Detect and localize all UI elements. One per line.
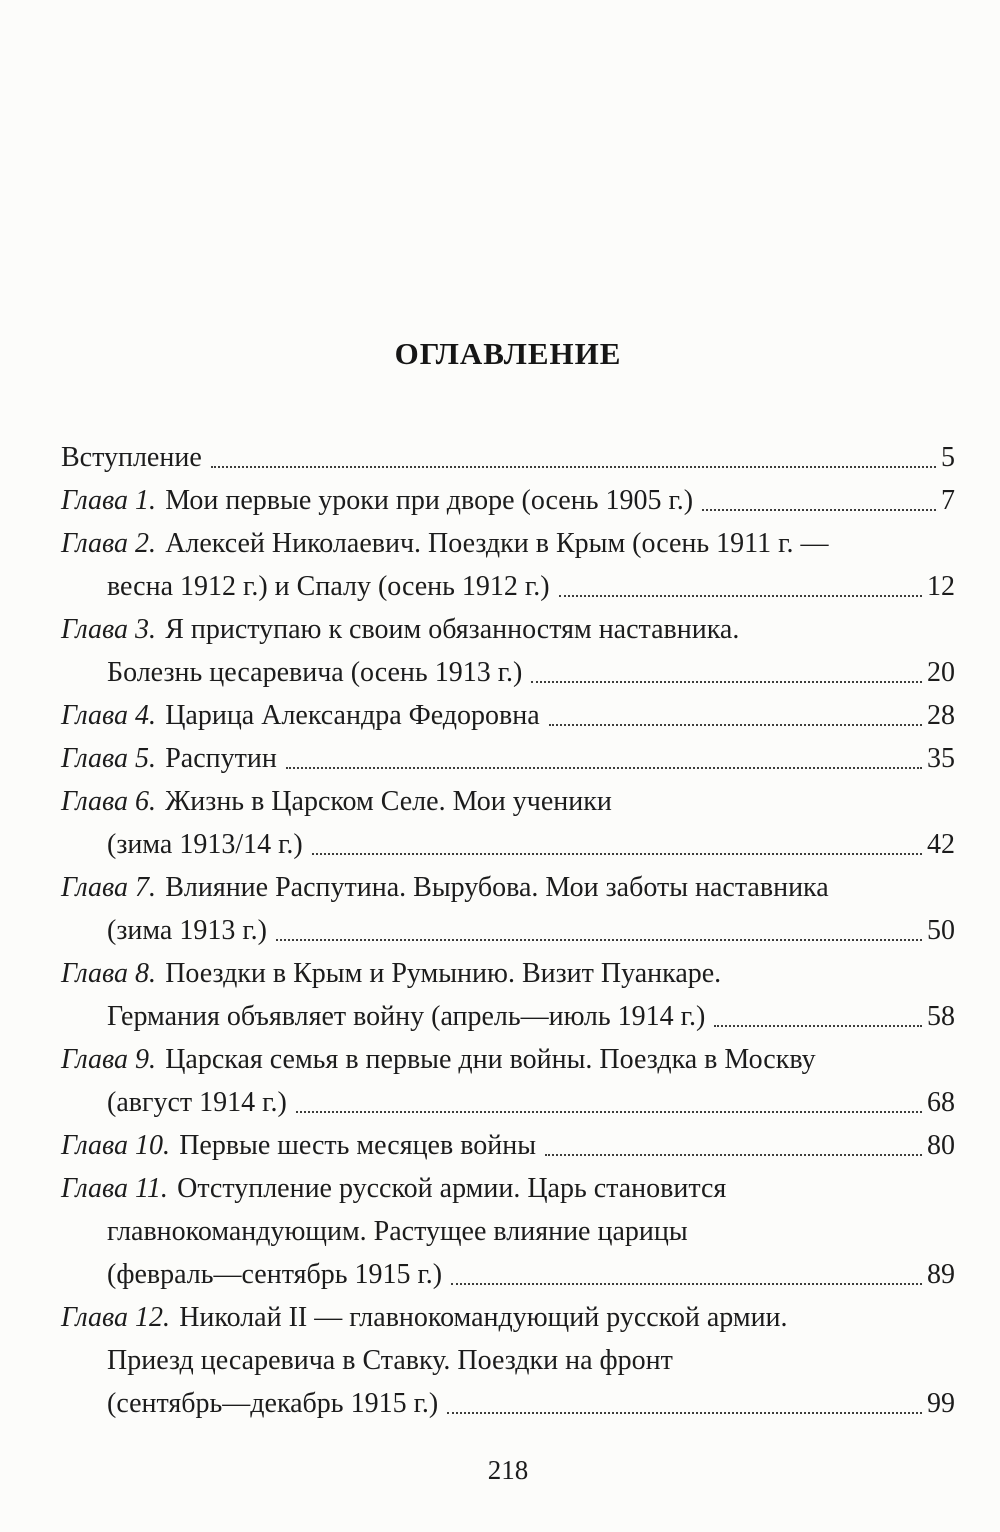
toc-entry <box>61 780 955 866</box>
toc-entry <box>61 1124 955 1167</box>
entry-page-number: 20 <box>927 657 955 688</box>
toc-entry <box>61 952 955 1038</box>
chapter-label: Глава 5. <box>61 743 156 774</box>
toc-line <box>61 995 955 1038</box>
toc-line <box>61 1339 955 1382</box>
toc-entry <box>61 436 955 479</box>
chapter-label: Глава 9. <box>61 1044 156 1075</box>
toc-line <box>61 737 955 780</box>
toc-entry <box>61 522 955 608</box>
entry-title-text: Алексей Николаевич. Поездки в Крым (осень 1911 г. — <box>165 528 829 559</box>
entry-title-text: (сентябрь—декабрь 1915 г.) <box>107 1388 439 1419</box>
toc-entry <box>61 1167 955 1296</box>
entry-title-text: Я приступаю к своим обязанностям наставника. <box>165 614 740 645</box>
chapter-label: Глава 2. <box>61 528 156 559</box>
toc-line <box>61 694 955 737</box>
entry-page-number: 80 <box>927 1130 955 1161</box>
dot-leader <box>549 724 922 726</box>
entry-page-number: 7 <box>941 485 955 516</box>
dot-leader <box>531 681 922 683</box>
toc-line <box>61 436 955 479</box>
toc-line <box>61 1253 955 1296</box>
chapter-label: Глава 6. <box>61 786 156 817</box>
toc-entry <box>61 866 955 952</box>
toc-line <box>61 1081 955 1124</box>
entry-page-number: 68 <box>927 1087 955 1118</box>
toc-line <box>61 823 955 866</box>
dot-leader <box>211 466 936 468</box>
entry-page-number: 58 <box>927 1001 955 1032</box>
chapter-label: Глава 4. <box>61 700 156 731</box>
entry-page-number: 42 <box>927 829 955 860</box>
entry-title-text: Приезд цесаревича в Ставку. Поездки на фронт <box>107 1345 673 1376</box>
dot-leader <box>451 1283 922 1285</box>
toc-line <box>61 522 955 565</box>
toc-entry <box>61 1038 955 1124</box>
dot-leader <box>286 767 922 769</box>
dot-leader <box>545 1154 922 1156</box>
entry-title-text: Жизнь в Царском Селе. Мои ученики <box>165 786 612 817</box>
entry-title-text: (зима 1913/14 г.) <box>107 829 303 860</box>
entry-title-text: Мои первые уроки при дворе (осень 1905 г.) <box>165 485 694 516</box>
page-number: 218 <box>487 1455 529 1485</box>
page-title: ОГЛАВЛЕНИЕ <box>394 336 622 371</box>
toc-line <box>61 651 955 694</box>
chapter-label: Глава 10. <box>61 1130 170 1161</box>
dot-leader <box>312 853 922 855</box>
toc-entry <box>61 737 955 780</box>
entry-title-text: Поездки в Крым и Румынию. Визит Пуанкаре. <box>165 958 722 989</box>
toc-entry <box>61 608 955 694</box>
entry-title-text: Царская семья в первые дни войны. Поездка в Москву <box>165 1044 816 1075</box>
toc-line <box>61 866 955 909</box>
table-of-contents <box>61 436 955 1425</box>
entry-title-text: главнокомандующим. Растущее влияние царицы <box>107 1216 688 1247</box>
entry-page-number: 12 <box>927 571 955 602</box>
entry-title-text: Царица Александра Федоровна <box>165 700 540 731</box>
toc-line <box>61 909 955 952</box>
chapter-label: Глава 11. <box>61 1173 168 1204</box>
entry-title-text: Распутин <box>165 743 277 774</box>
dot-leader <box>296 1111 922 1113</box>
entry-page-number: 28 <box>927 700 955 731</box>
toc-line <box>61 952 955 995</box>
entry-title-text: Первые шесть месяцев войны <box>179 1130 537 1161</box>
toc-line <box>61 565 955 608</box>
toc-line <box>61 1296 955 1339</box>
entry-title-text: Отступление русской армии. Царь становится <box>177 1173 727 1204</box>
entry-title-text: Влияние Распутина. Вырубова. Мои заботы наставника <box>165 872 829 903</box>
toc-line <box>61 1167 955 1210</box>
entry-page-number: 89 <box>927 1259 955 1290</box>
entry-title-text: (зима 1913 г.) <box>107 915 267 946</box>
entry-title-text: Болезнь цесаревича (осень 1913 г.) <box>107 657 523 688</box>
chapter-label: Глава 12. <box>61 1302 170 1333</box>
dot-leader <box>276 939 922 941</box>
toc-line <box>61 608 955 651</box>
toc-entry <box>61 694 955 737</box>
dot-leader <box>714 1025 922 1027</box>
toc-line <box>61 479 955 522</box>
dot-leader <box>447 1412 922 1414</box>
toc-entry <box>61 479 955 522</box>
toc-entry <box>61 1296 955 1425</box>
entry-title-text: Николай II — главнокомандующий русской армии. <box>179 1302 788 1333</box>
toc-line <box>61 1038 955 1081</box>
chapter-label: Глава 8. <box>61 958 156 989</box>
entry-title-text: (февраль—сентябрь 1915 г.) <box>107 1259 443 1290</box>
entry-title-text: (август 1914 г.) <box>107 1087 287 1118</box>
entry-title-text: весна 1912 г.) и Спалу (осень 1912 г.) <box>107 571 550 602</box>
chapter-label: Глава 3. <box>61 614 156 645</box>
toc-line <box>61 780 955 823</box>
toc-line <box>61 1124 955 1167</box>
dot-leader <box>702 509 936 511</box>
toc-line <box>61 1210 955 1253</box>
entry-page-number: 5 <box>941 442 955 473</box>
entry-page-number: 50 <box>927 915 955 946</box>
entry-page-number: 35 <box>927 743 955 774</box>
entry-title-text: Германия объявляет войну (апрель—июль 1914 г.) <box>107 1001 706 1032</box>
toc-line <box>61 1382 955 1425</box>
entry-page-number: 99 <box>927 1388 955 1419</box>
chapter-label: Глава 7. <box>61 872 156 903</box>
dot-leader <box>559 595 922 597</box>
entry-title-text: Вступление <box>61 442 202 473</box>
chapter-label: Глава 1. <box>61 485 156 516</box>
